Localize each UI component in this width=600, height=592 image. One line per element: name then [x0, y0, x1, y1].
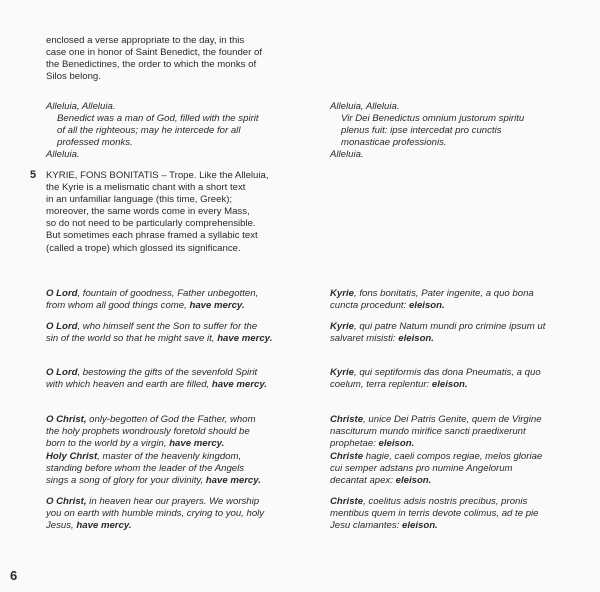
kyrie-note-line: in an unfamiliar language (this time, Greek); [46, 194, 233, 206]
stanza-text: born to the world by a virgin, [46, 438, 170, 450]
stanza-response: have mercy. [211, 379, 267, 391]
intro-line: Silos belong. [46, 71, 101, 83]
latin-stanza-6 [330, 496, 566, 532]
intro-line: enclosed a verse appropriate to the day, in this [46, 35, 245, 46]
latin-stanza-2 [330, 321, 566, 345]
stanza-response: eleison. [378, 438, 415, 450]
stanza-text: , fountain of goodness, Father unbegotten, [77, 288, 259, 299]
stanza-text: cuncta procedunt: [330, 300, 409, 312]
stanza-text: , coelitus adsis nostris precibus, pronis [363, 496, 528, 507]
stanza-response: have mercy. [189, 300, 245, 312]
english-stanza-6 [46, 496, 296, 532]
stanza-text: , qui septiformis das dona Pneumatis, a quo [354, 367, 541, 378]
alleluia-line: Alleluia. [46, 149, 80, 161]
stanza-lead: Kyrie [330, 321, 354, 332]
stanza-text: hagie, caeli compos regiae, melos gloriae [363, 451, 543, 462]
stanza-text: , fons bonitatis, Pater ingenite, a quo bona [354, 288, 534, 299]
stanza-lead: O Lord [46, 367, 78, 378]
stanza-text: , master of the heavenly kingdom, [97, 451, 242, 462]
stanza-text: , bestowing the gifts of the sevenfold Spirit [77, 367, 258, 378]
english-stanza-1 [46, 288, 296, 312]
stanza-text: in heaven hear our prayers. We worship [86, 496, 260, 507]
english-stanza-2 [46, 321, 296, 345]
intro-paragraph [46, 35, 296, 83]
stanza-text: only-begotten of God the Father, whom [86, 414, 256, 425]
stanza-text: mentibus quem in terris devote colimus, ad te pie [330, 508, 539, 520]
stanza-lead: O Christ, [46, 496, 87, 507]
stanza-text: , qui patre Natum mundi pro crimine ipsum ut [354, 321, 546, 332]
stanza-text: prophetae: [330, 438, 379, 450]
stanza-lead: Kyrie [330, 288, 354, 299]
stanza-response: eleison. [402, 520, 438, 532]
alleluia-verse: monasticae professionis. [341, 137, 447, 149]
stanza-lead: Christe [330, 496, 364, 507]
kyrie-note-line: But sometimes each phrase framed a syllabic text [46, 230, 258, 242]
stanza-response: have mercy. [76, 520, 132, 532]
alleluia-verse: professed monks. [57, 137, 133, 149]
alleluia-verse: plenus fuit: ipse intercedat pro cunctis [341, 125, 502, 137]
intro-line: case one in honor of Saint Benedict, the founder of [46, 47, 263, 59]
stanza-response: eleison. [431, 379, 468, 391]
stanza-response: have mercy. [169, 438, 225, 450]
kyrie-note-line: so do not need to be particularly comprehensible. [46, 218, 256, 230]
stanza-text: you on earth with humble minds, crying to you, holy [46, 508, 265, 520]
stanza-lead: Kyrie [330, 367, 354, 378]
alleluia-latin [330, 101, 566, 161]
track-number: 5 [30, 169, 37, 181]
stanza-text: from whom all good things come, [46, 300, 190, 312]
stanza-text: coelum, terra replentur: [330, 379, 432, 391]
english-stanza-5 [46, 451, 296, 487]
alleluia-english [46, 101, 296, 161]
stanza-text: decantat apex: [330, 475, 396, 487]
alleluia-line: Alleluia, Alleluia. [46, 101, 116, 112]
stanza-response: have mercy. [205, 475, 261, 487]
stanza-text: sings a song of glory for your divinity, [46, 475, 206, 487]
alleluia-verse: of all the righteous; may he intercede for all [57, 125, 241, 137]
stanza-text: , unice Dei Patris Genite, quem de Virgine [363, 414, 542, 425]
alleluia-verse: Benedict was a man of God, filled with the spirit [57, 113, 259, 125]
stanza-response: eleison. [395, 475, 432, 487]
page-number: 6 [10, 568, 18, 583]
latin-stanza-4 [330, 414, 566, 450]
stanza-lead: O Lord [46, 321, 78, 332]
kyrie-note-line: moreover, the same words come in every Mass, [46, 206, 250, 218]
stanza-text: Jesus, [46, 520, 77, 532]
alleluia-line: Alleluia. [330, 149, 364, 161]
stanza-text: nasciturum mundo mirifice sancti praedixerunt [330, 426, 526, 438]
stanza-lead: Christe [330, 414, 364, 425]
stanza-response: eleison. [408, 300, 445, 312]
alleluia-line: Alleluia, Alleluia. [330, 101, 400, 112]
intro-line: the Benedictines, the order to which the monks of [46, 59, 257, 71]
stanza-lead: Christe [330, 451, 364, 462]
stanza-text: sin of the world so that he might save it, [46, 333, 218, 345]
kyrie-note-line: KYRIE, FONS BONITATIS – Trope. Like the Alleluia, [46, 170, 269, 181]
stanza-text: the holy prophets wondrously foretold should be [46, 426, 250, 438]
latin-stanza-3 [330, 367, 566, 391]
latin-stanza-1 [330, 288, 566, 312]
kyrie-note [46, 170, 296, 255]
alleluia-verse: Vir Dei Benedictus omnium justorum spiritu [341, 113, 525, 125]
stanza-response: have mercy. [217, 333, 273, 345]
stanza-lead: O Christ, [46, 414, 87, 425]
kyrie-note-line: (called a trope) which glossed its significance. [46, 242, 241, 254]
english-stanza-3 [46, 367, 296, 391]
stanza-text: cui semper adstans pro numine Angelorum [330, 463, 513, 475]
stanza-text: salvaret misisti: [330, 333, 399, 345]
english-stanza-4 [46, 414, 296, 450]
stanza-text: Jesu clamantes: [330, 520, 402, 532]
stanza-lead: O Lord [46, 288, 78, 299]
stanza-lead: Holy Christ [46, 451, 98, 462]
stanza-text: standing before whom the leader of the Angels [46, 463, 245, 475]
kyrie-note-line: the Kyrie is a melismatic chant with a short text [46, 182, 246, 194]
stanza-text: , who himself sent the Son to suffer for the [77, 321, 258, 332]
latin-stanza-5 [330, 451, 566, 487]
stanza-response: eleison. [398, 333, 434, 345]
stanza-text: with which heaven and earth are filled, [46, 379, 212, 391]
